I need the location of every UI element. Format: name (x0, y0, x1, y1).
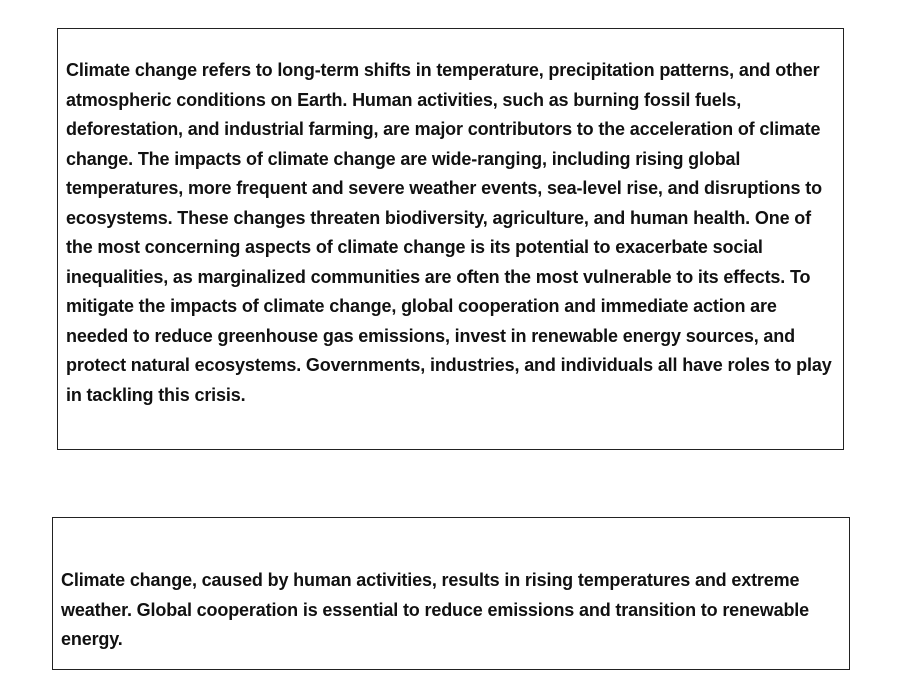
main-text-box (57, 28, 844, 450)
summary-text-box (52, 517, 850, 670)
summary-paragraph: Climate change, caused by human activities, results in rising temperatures and extreme weather. Global cooperation is essential to reduce emissions and transition to renewable energy. (61, 570, 810, 649)
main-paragraph: Climate change refers to long-term shifts in temperature, precipitation patterns, and other atmospheric conditions on Earth. Human activities, such as burning fossil fuels, deforestation, and industrial farming, are major contributors to the acceleration of climate change. The impacts of climate change are wide-ranging, including rising global temperatures, more frequent and severe weather events, sea-level rise, and disruptions to ecosystems. These changes threaten biodiversity, agriculture, and human health. One of the most concerning aspects of climate change is its potential to exacerbate social inequalities, as marginalized communities are often the most vulnerable to its effects. To mitigate the impacts of climate change, global cooperation and immediate action are needed to reduce greenhouse gas emissions, invest in renewable energy sources, and protect natural ecosystems. Governments, industries, and individuals all have roles to play in tackling this crisis. (66, 60, 832, 405)
